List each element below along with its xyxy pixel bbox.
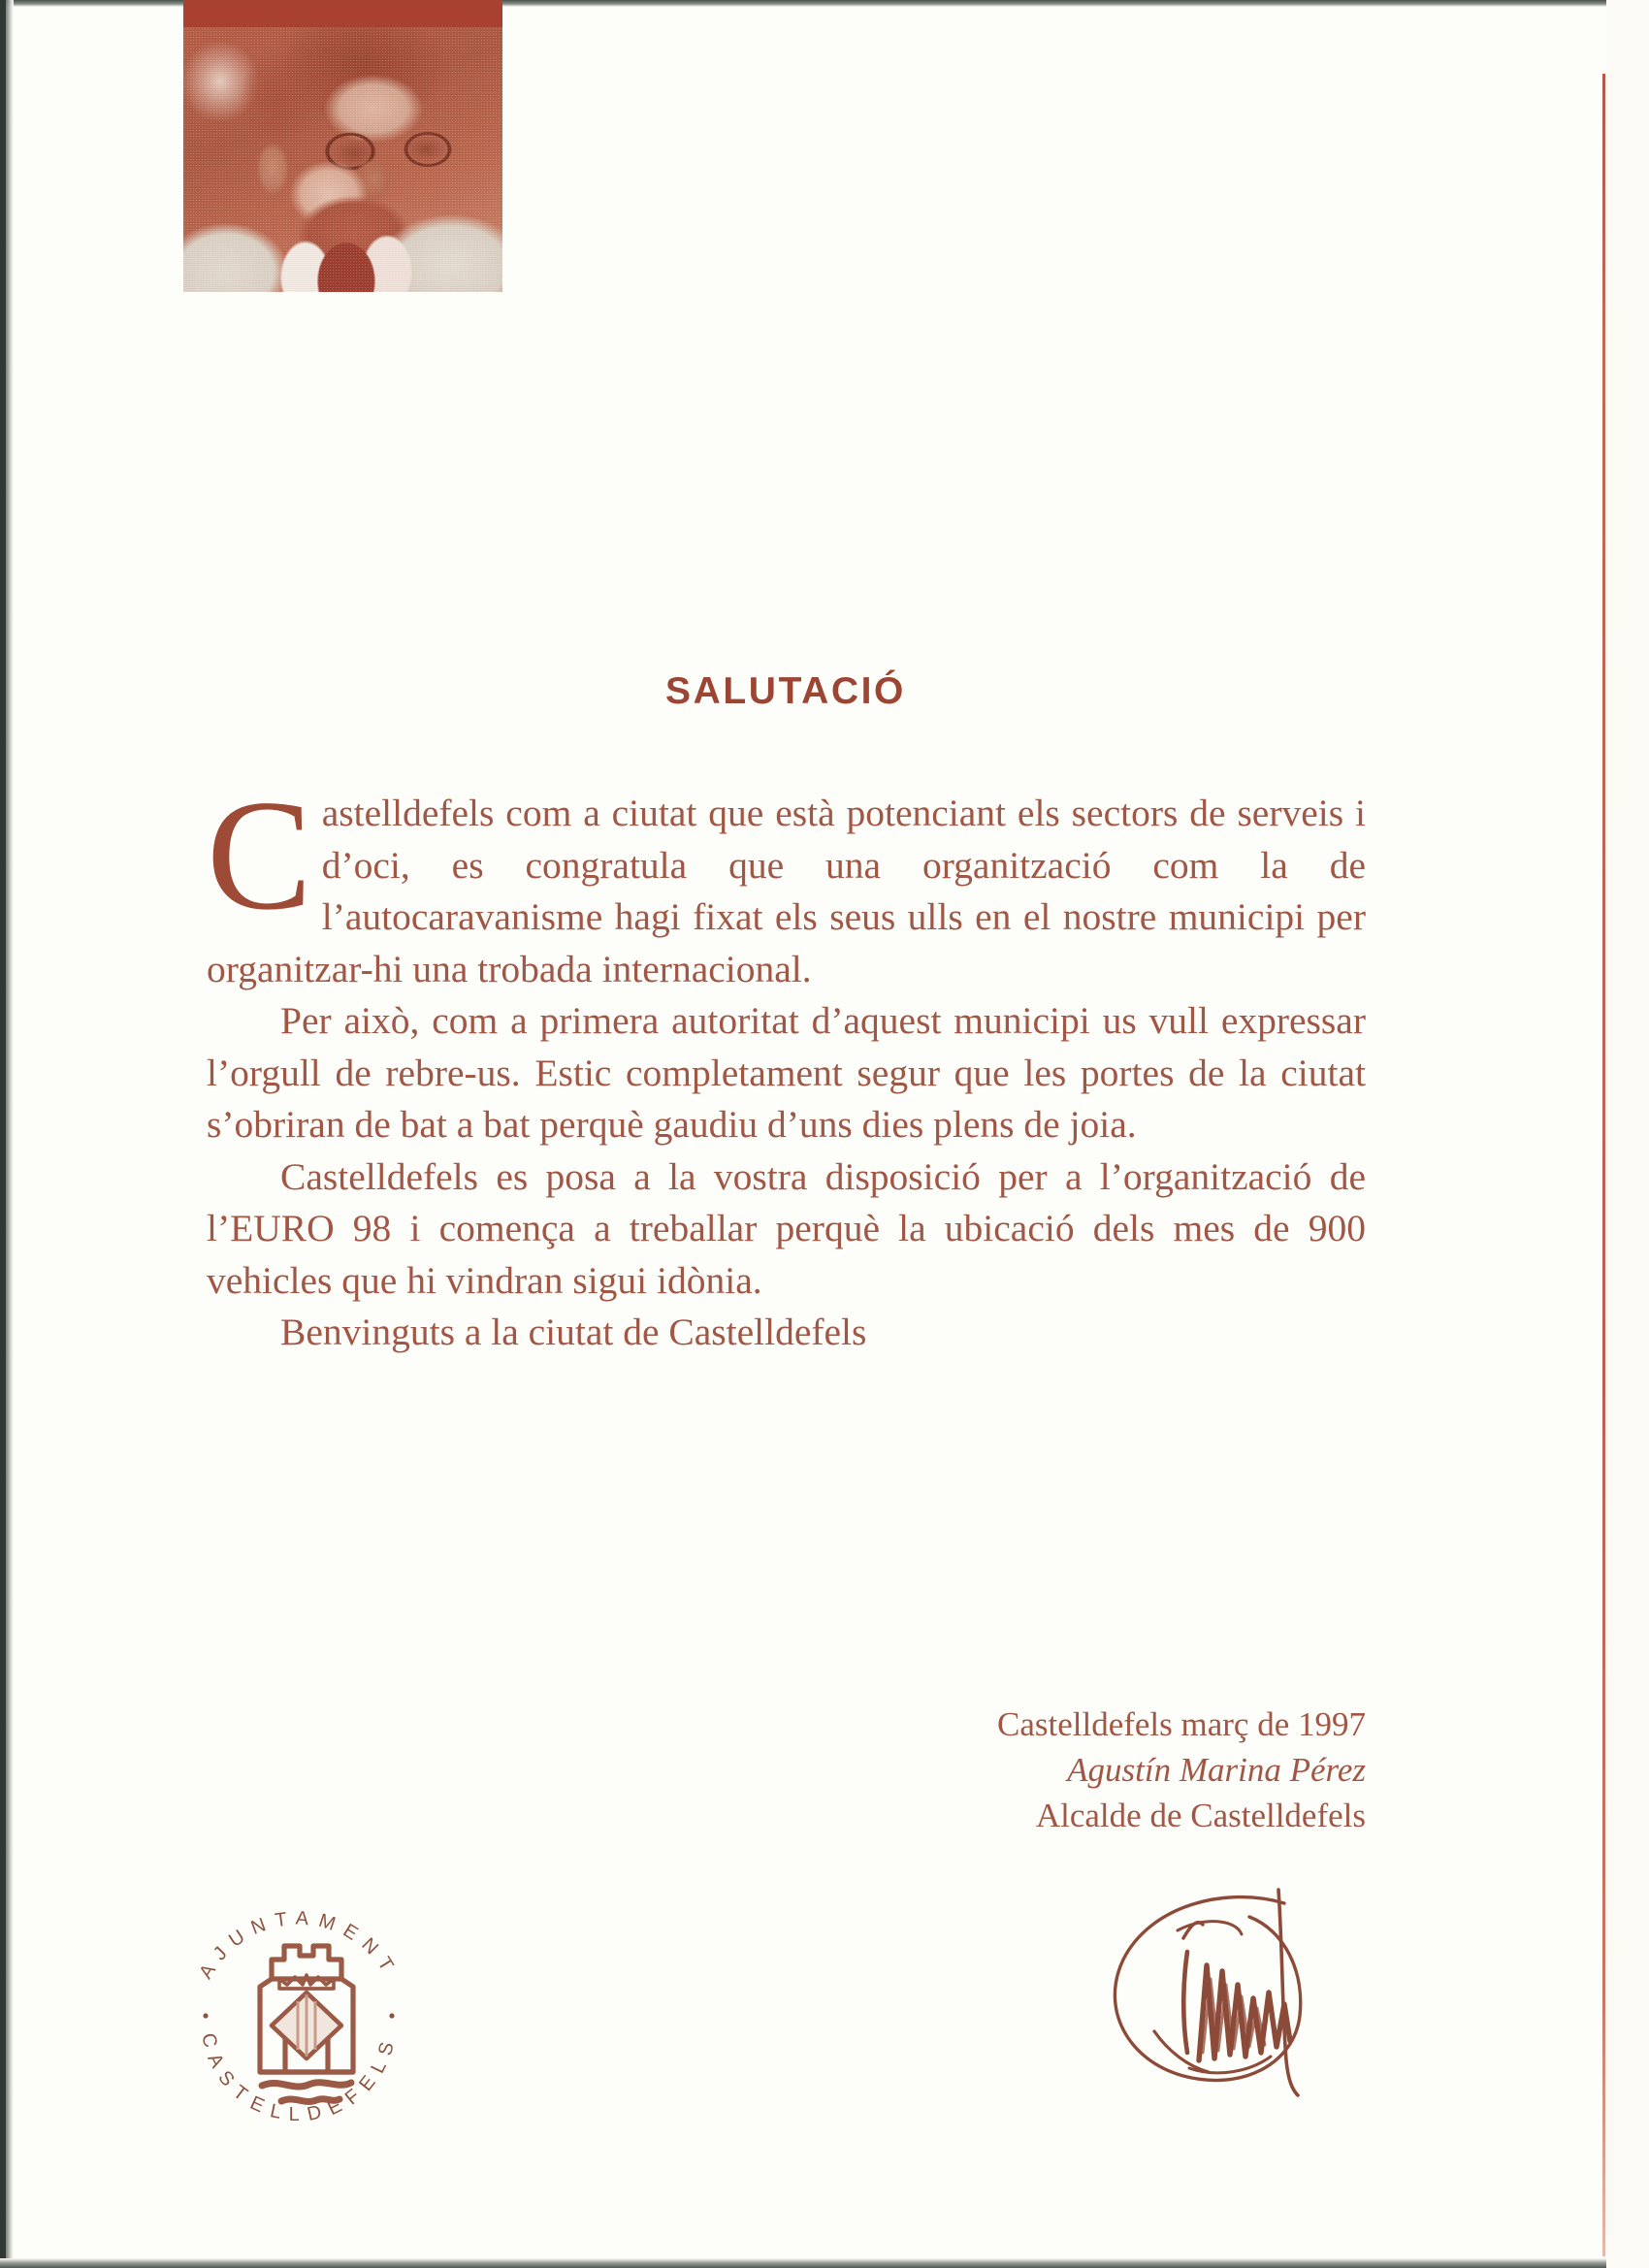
handwritten-signature xyxy=(1094,1870,1385,2101)
page-edge-bleed-line xyxy=(1602,74,1605,2256)
letter-body xyxy=(207,768,1366,1359)
signatory-role: Alcalde de Castelldefels xyxy=(1035,1797,1366,1834)
svg-text:CASTELLDEFELS: CASTELLDEFELS xyxy=(197,2030,401,2126)
scan-edge-bottom xyxy=(0,2258,1649,2268)
photo-halftone-texture xyxy=(183,27,502,292)
page-title: SALUTACIÓ xyxy=(665,670,906,712)
paragraph-1-text: astelldefels com a ciutat que està potenciant els sectors de serveis i d’oci, es congratula que una organització com la de l’autocaravanisme hagi fixat els seus ulls en el nostre municipi per organitzar-hi una trobada internacional. xyxy=(207,792,1366,990)
paragraph-4: Benvinguts a la ciutat de Castelldefels xyxy=(280,1311,867,1353)
svg-text:AJUNTAMENT: AJUNTAMENT xyxy=(195,1907,403,1983)
paragraph-3: Castelldefels es posa a la vostra disposició per a l’organització de l’EURO 98 i comença a treballar perquè la ubicació dels mes de 900 vehicles que hi vindran sigui idònia. xyxy=(207,1154,1366,1302)
paragraph-2: Per això, com a primera autoritat d’aquest municipi us vull expressar l’orgull de rebre-us. Estic completament segur que les portes de la ciutat s’obriran de bat a bat perquè gaudiu d’uns dies plens de joia. xyxy=(207,999,1366,1146)
signatory-name: Agustín Marina Pérez xyxy=(1067,1751,1366,1789)
mayor-portrait-photo xyxy=(183,0,502,292)
place-and-date: Castelldefels març de 1997 xyxy=(996,1705,1366,1743)
paragraph-1 xyxy=(207,768,1366,995)
paper-right-margin xyxy=(1606,0,1649,2268)
municipal-seal-icon xyxy=(161,1878,436,2154)
drop-cap: C xyxy=(207,768,312,943)
signature-block xyxy=(679,1701,1366,1838)
photo-top-band xyxy=(183,0,502,27)
scan-edge-left-dark xyxy=(0,0,6,2268)
